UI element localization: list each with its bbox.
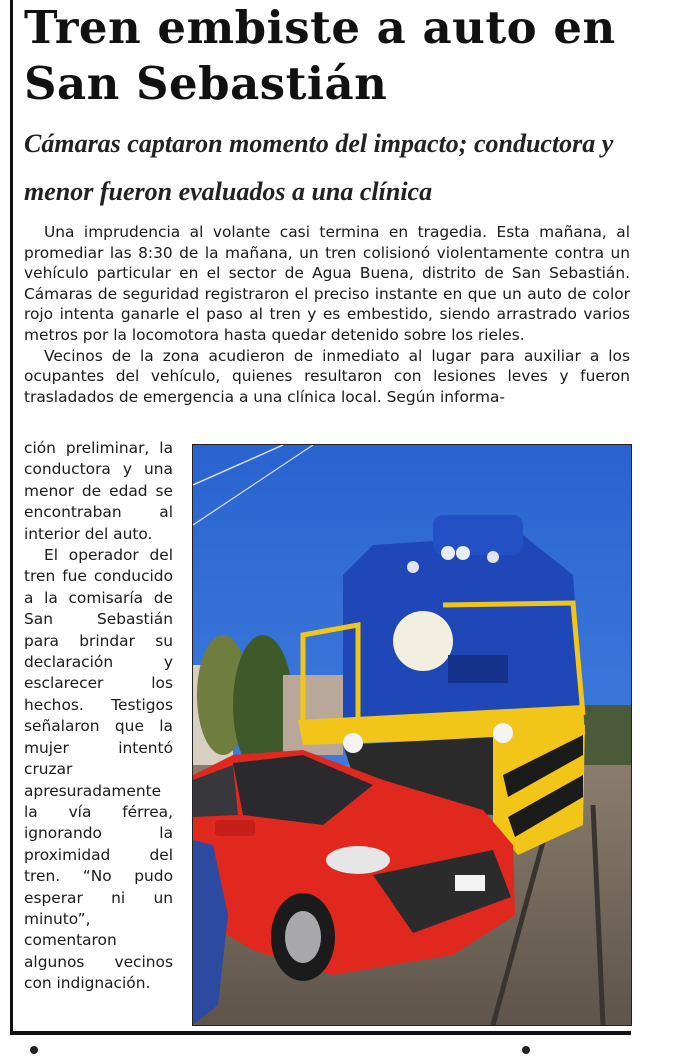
news-photo xyxy=(192,444,632,1026)
column-paragraph-2: El operador del tren fue conducido a la comisaría de San Sebastián para brindar su declaración y esclarecer los hechos. Testigos señalaron que la mujer intentó cruzar apresuradamente la vía férrea, ignorando la proximidad del tren. “No pudo esperar ni un minuto”, comentaron algunos vecinos con indignación. xyxy=(24,546,173,993)
lead-paragraph-1: Una imprudencia al volante casi termina en tragedia. Esta mañana, al promediar las 8:30 de la mañana, un tren colisionó violentamente contra un vehículo particular en el sector de Agua Buena, distrito de San Sebastián. Cámaras de seguridad registraron el preciso instante en que un auto de color rojo intenta ganarle el paso al tren y es embestido, siendo arrastrado varios metros por la locomotora hasta quedar detenido sobre los rieles. xyxy=(24,223,630,344)
hill xyxy=(583,705,631,765)
lead-text xyxy=(24,222,630,407)
footer-dot xyxy=(30,1046,38,1054)
headline: Tren embiste a auto en San Sebastián xyxy=(24,1,616,110)
bottom-rule xyxy=(10,1031,631,1035)
column-paragraph-1: ción preliminar, la conductora y una menor de edad se encontraban al interior del auto. xyxy=(24,439,173,543)
left-column-rule xyxy=(10,0,13,1032)
narrow-column-text xyxy=(24,438,173,995)
wheel-rim xyxy=(285,911,321,963)
subheadline: Cámaras captaron momento del impacto; conductora y menor fueron evaluados a una clínica xyxy=(24,129,614,206)
footer-dot xyxy=(522,1046,530,1054)
lead-paragraph-2: Vecinos de la zona acudieron de inmediato al lugar para auxiliar a los ocupantes del vehículo, quienes resultaron con lesiones leves y fueron trasladados de emergencia a una clínica local. Según informa- xyxy=(24,346,630,406)
